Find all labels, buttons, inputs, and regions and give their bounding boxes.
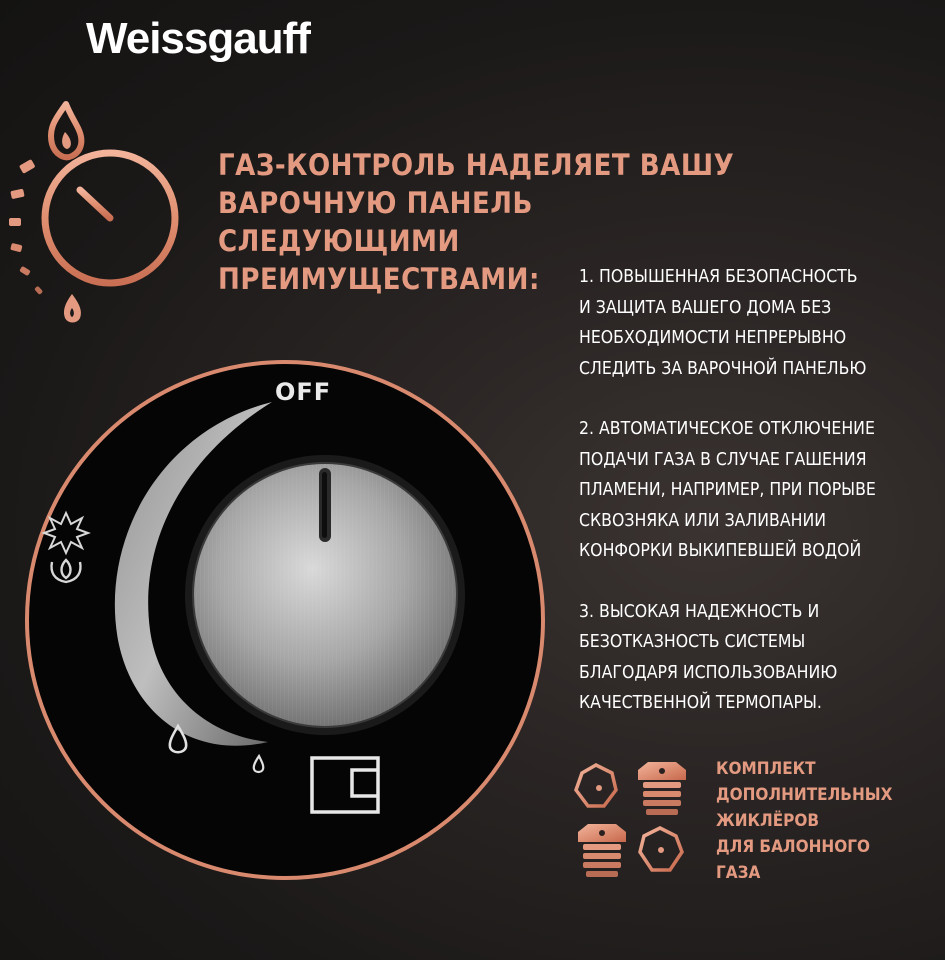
benefits-list: [579, 262, 939, 749]
gas-jet-nozzles-icon: [576, 762, 686, 877]
gas-control-knob-panel: [27, 362, 543, 878]
knob-off-label: OFF: [275, 378, 332, 406]
jet-kit-caption: КОМПЛЕКТ ДОПОЛНИТЕЛЬНЫХ ЖИКЛЁРОВ ДЛЯ БАЛОННОГО ГАЗА: [716, 759, 893, 883]
gas-control-timer-flame-icon: [9, 104, 175, 323]
brand-logo: Weissgauff: [86, 14, 310, 63]
benefit-item: 1. ПОВЫШЕННАЯ БЕЗОПАСНОСТЬ И ЗАЩИТА ВАШЕГО ДОМА БЕЗ НЕОБХОДИМОСТИ НЕПРЕРЫВНО СЛЕДИТЬ ЗА ВАРОЧНОЙ ПАНЕЛЬЮ: [579, 267, 867, 379]
headline: ГАЗ-КОНТРОЛЬ НАДЕЛЯЕТ ВАШУ ВАРОЧНУЮ ПАНЕЛЬ СЛЕДУЮЩИМИ ПРЕИМУЩЕСТВАМИ:: [218, 148, 735, 296]
benefit-item: 3. ВЫСОКАЯ НАДЕЖНОСТЬ И БЕЗОТКАЗНОСТЬ СИСТЕМЫ БЛАГОДАРЯ ИСПОЛЬЗОВАНИЮ КАЧЕСТВЕННОЙ ТЕРМОПАРЫ.: [579, 601, 838, 713]
benefit-item: 2. АВТОМАТИЧЕСКОЕ ОТКЛЮЧЕНИЕ ПОДАЧИ ГАЗА В СЛУЧАЕ ГАШЕНИЯ ПЛАМЕНИ, НАПРИМЕР, ПРИ ПОРЫВЕ СКВОЗНЯКА ИЛИ ЗАЛИВАНИИ КОНФОРКИ ВЫКИПЕВШЕЙ ВОДОЙ: [579, 419, 876, 561]
